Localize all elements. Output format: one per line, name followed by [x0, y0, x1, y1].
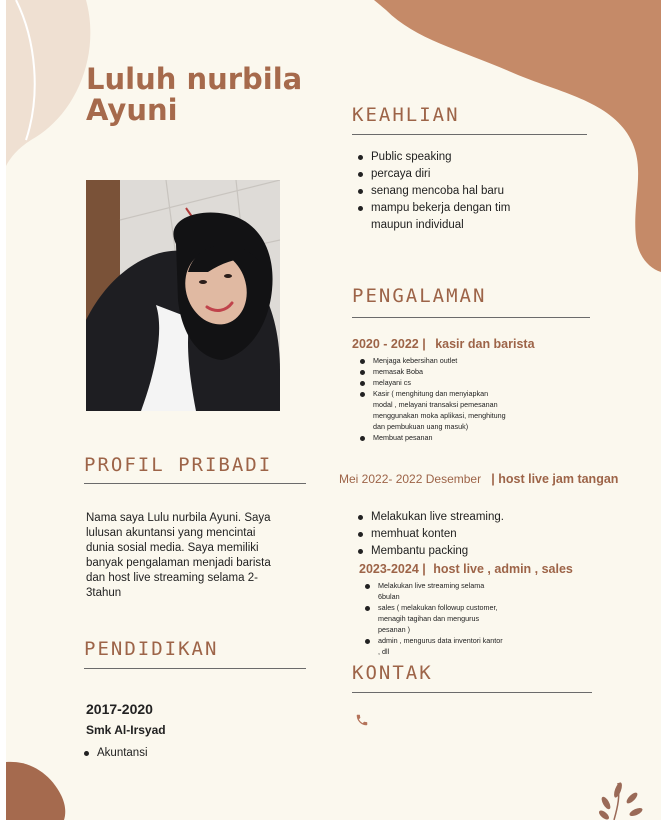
job-3-header	[359, 562, 573, 576]
task-item: admin , mengurus data inventori kantor , dll	[363, 635, 503, 657]
education-major-list	[82, 745, 232, 762]
job-1-header	[352, 337, 535, 351]
bottom-left-brown-blob	[6, 762, 65, 820]
major-item: Akuntansi	[82, 745, 232, 762]
task-item: Melakukan live streaming selama 6bulan	[363, 580, 503, 602]
task-item: memasak Boba	[358, 366, 508, 377]
job-1-task-list	[358, 355, 508, 443]
skill-item: Public speaking	[356, 149, 531, 166]
top-left-light-blob	[6, 0, 90, 166]
job-1-period: 2020 - 2022 |	[352, 337, 426, 351]
job-2-role: | host live jam tangan	[491, 472, 619, 486]
task-item: Menjaga kebersihan outlet	[358, 355, 508, 366]
job-2-header	[339, 472, 618, 486]
education-heading: PENDIDIKAN	[84, 638, 219, 660]
profile-divider	[84, 483, 306, 484]
skill-item: mampu bekerja dengan tim maupun individual	[356, 200, 531, 234]
profile-photo	[86, 180, 280, 411]
task-item: Kasir ( menghitung dan menyiapkan modal , melayani transaksi pemesanan menggunakan moka aplikasi, menghitung dan pembukuan uang masuk)	[358, 388, 508, 432]
education-years: 2017-2020	[86, 701, 153, 717]
name-line-1: Luluh nurbila	[86, 62, 303, 96]
education-divider	[84, 668, 306, 669]
skill-item: senang mencoba hal baru	[356, 183, 531, 200]
job-2-task-list	[356, 509, 556, 560]
profile-heading: PROFIL PRIBADI	[84, 454, 273, 476]
task-item: sales ( melakukan followup customer, menagih tagihan dan mengurus pesanan )	[363, 602, 503, 635]
task-item: Melakukan live streaming.	[356, 509, 556, 526]
job-3-task-list	[363, 580, 503, 657]
contact-divider	[352, 692, 592, 693]
skills-divider	[352, 134, 587, 135]
task-item: Membantu packing	[356, 543, 556, 560]
education-school: Smk Al-Irsyad	[86, 723, 166, 737]
skills-list	[356, 149, 531, 234]
experience-divider	[352, 317, 590, 318]
phone-icon	[355, 713, 369, 732]
job-3-role: host live , admin , sales	[433, 562, 573, 576]
applicant-name	[86, 64, 302, 126]
job-2-period: Mei 2022- 2022 Desember	[339, 472, 482, 486]
name-line-2: Ayuni	[86, 93, 178, 127]
job-3-period: 2023-2024 |	[359, 562, 426, 576]
job-1-role: kasir dan barista	[435, 337, 535, 351]
task-item: memhuat konten	[356, 526, 556, 543]
skill-item: percaya diri	[356, 166, 531, 183]
experience-heading: PENGALAMAN	[352, 285, 487, 307]
profile-summary: Nama saya Lulu nurbila Ayuni. Saya lulusan akuntansi yang mencintai dunia sosial media. Saya memiliki banyak pengalaman menjadi barista dan host live streaming selama 2-3tahun	[86, 512, 271, 599]
task-item: melayani cs	[358, 377, 508, 388]
resume-page	[6, 0, 661, 820]
skills-heading: KEAHLIAN	[352, 104, 460, 126]
contact-heading: KONTAK	[352, 662, 433, 684]
leaf-sprig-icon	[597, 781, 643, 820]
task-item: Membuat pesanan	[358, 432, 508, 443]
